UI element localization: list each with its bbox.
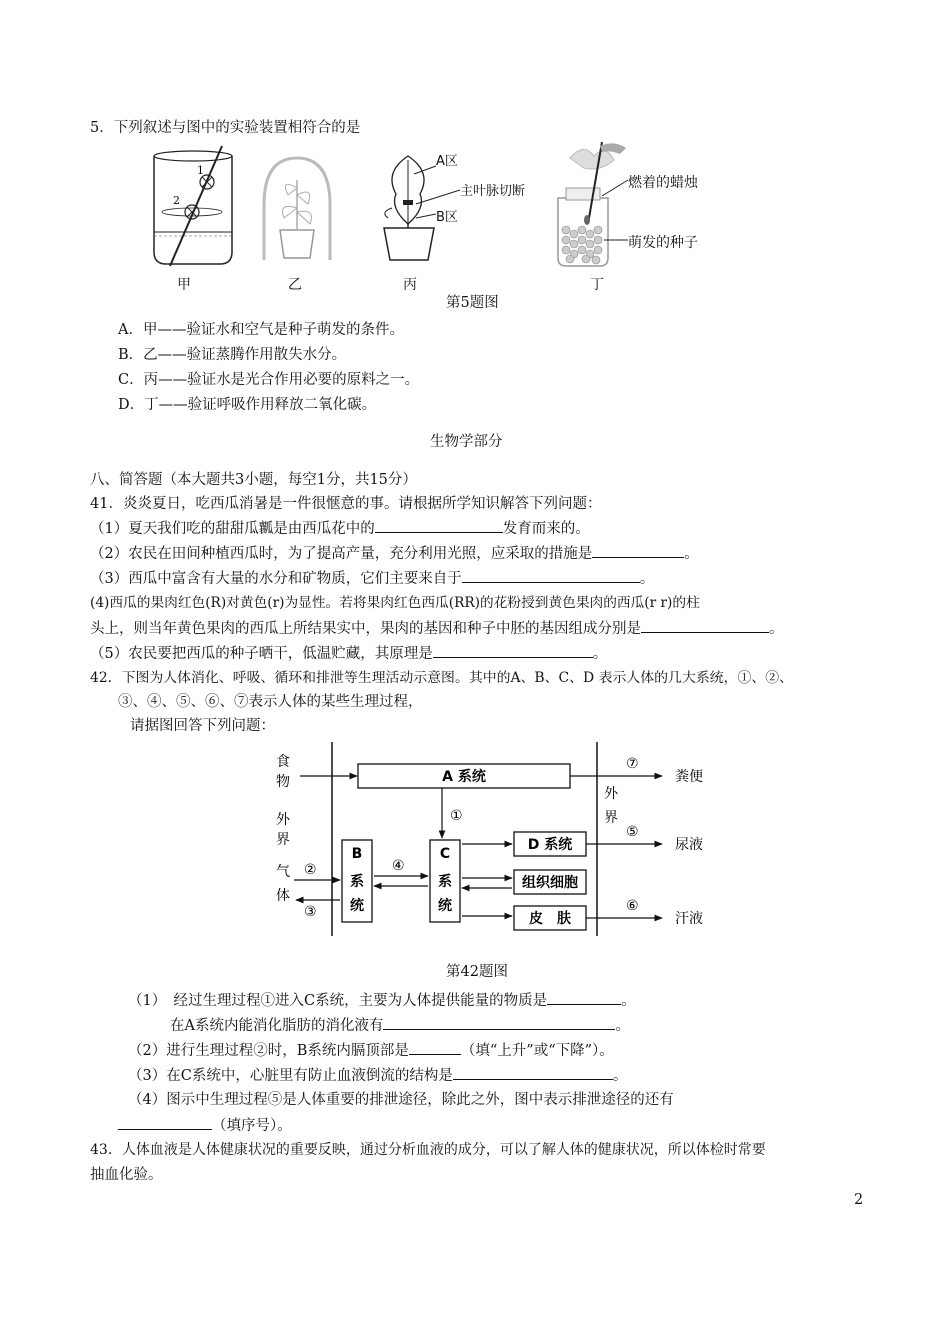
q41-part2 [90, 543, 699, 564]
q42-part3 [128, 1065, 627, 1086]
q42-stem-line2: ③、④、⑤、⑥、⑦表示人体的某些生理过程， [118, 694, 423, 710]
q42-part2-tail: （填“上升”或“下降”）。 [460, 1043, 614, 1059]
skin-box: 皮 肤 [529, 911, 571, 927]
q42-part3-answer[interactable] [453, 1065, 613, 1080]
diagram-n4: ④ [392, 858, 405, 874]
q41-part5-text: （5）农民要把西瓜的种子晒干，低温贮藏，其原理是 [90, 646, 433, 662]
q43-line2: 抽血化验。 [90, 1167, 163, 1183]
q42-part4-line1: （4）图示中生理过程⑤是人体重要的排泄途径，除此之外，图中表示排泄途径的还有 [128, 1092, 674, 1108]
q41-part3-tail: 。 [639, 571, 655, 587]
q5-option-a: A．甲——验证水和空气是种子萌发的条件。 [118, 322, 404, 338]
q41-part4-line2 [90, 618, 784, 639]
leaf-label-a: A区 [436, 154, 458, 169]
physiology-diagram [270, 740, 730, 940]
seeds-label: 萌发的种子 [628, 235, 698, 251]
q41-part2-tail: 。 [684, 546, 699, 562]
q42-part1-sub-answer[interactable] [383, 1015, 615, 1030]
q42-part1-sub-tail: 。 [615, 1018, 630, 1034]
candle-label: 燃着的蜡烛 [628, 175, 698, 191]
diagram-n2: ② [304, 862, 317, 878]
q41-part5 [90, 643, 607, 664]
d-system-box: D 系统 [527, 837, 573, 853]
q42-part3-text: （3）在C系统中，心脏里有防止血液倒流的结构是 [128, 1068, 453, 1084]
q41-part5-tail: 。 [592, 646, 608, 662]
q42-part3-tail: 。 [612, 1068, 628, 1084]
leaf-label-b: B区 [436, 210, 458, 225]
section-8-heading: 八、简答题（本大题共3小题，每空1分，共15分） [90, 472, 417, 488]
diagram-outside-right-1: 外 [604, 786, 618, 802]
bell-jar-figure [250, 150, 345, 270]
q41-part5-answer[interactable] [433, 643, 593, 658]
q41-part1-answer[interactable] [375, 518, 503, 533]
diagram-n1: ① [450, 808, 463, 824]
diagram-n7: ⑦ [626, 756, 639, 772]
diagram-food-1: 食 [276, 754, 290, 770]
q42-part4-line2 [118, 1115, 292, 1136]
figure-label-jia: 甲 [177, 277, 191, 293]
q41-part3-answer[interactable] [462, 568, 640, 583]
diagram-outside-left-2: 界 [276, 832, 290, 848]
q41-stem: 41．炎炎夏日，吃西瓜消暑是一件很惬意的事。请根据所学知识解答下列问题： [90, 496, 602, 512]
leaf-label-main-vein: 主叶脉切断 [460, 184, 526, 199]
diagram-n3: ③ [304, 904, 317, 920]
tissue-cells-box: 组织细胞 [522, 875, 578, 891]
diagram-gas-2: 体 [276, 888, 290, 904]
q42-part4-tail: （填序号）。 [212, 1118, 292, 1134]
b-system-char1: 系 [350, 874, 364, 890]
q42-part4-answer[interactable] [118, 1115, 212, 1130]
b-system-letter: B [351, 846, 363, 862]
q41-part1-text: （1）夏天我们吃的甜甜瓜瓤是由西瓜花中的 [90, 521, 375, 537]
diagram-n5: ⑤ [626, 824, 639, 840]
q41-part4-line1: (4)西瓜的果肉红色(R)对黄色(r)为显性。若将果肉红色西瓜(RR)的花粉授到黄色果肉的西瓜(r r)的柱 [90, 595, 700, 611]
beaker-mark-1: 1 [197, 164, 204, 177]
q41-part3-text: （3）西瓜中富含有大量的水分和矿物质，它们主要来自于 [90, 571, 462, 587]
q42-part1 [128, 990, 636, 1011]
q5-stem: 5．下列叙述与图中的实验装置相符合的是 [90, 120, 361, 136]
q5-caption: 第5题图 [446, 295, 499, 311]
q5-option-c: C．丙——验证水是光合作用必要的原料之一。 [118, 372, 420, 388]
section-title: 生物学部分 [430, 434, 503, 450]
q43-line1: 43．人体血液是人体健康状况的重要反映，通过分析血液的成分，可以了解人体的健康状况，所以体检时常要 [90, 1142, 766, 1158]
figure-label-ding: 丁 [590, 277, 604, 293]
beaker-figure [140, 142, 240, 270]
q41-part2-text: （2）农民在田间种植西瓜时，为了提高产量，充分利用光照，应采取的措施是 [90, 546, 593, 562]
q42-part2 [128, 1040, 614, 1061]
q42-part1-sub-text: 在A系统内能消化脂肪的消化液有 [170, 1018, 384, 1034]
diagram-urine: 尿液 [675, 837, 703, 853]
diagram-sweat: 汗液 [675, 911, 703, 927]
seed-jar-pointer-lines [600, 170, 630, 250]
c-system-letter: C [439, 846, 451, 862]
leaf-pointer-lines [412, 160, 462, 220]
q42-part1-tail: 。 [621, 993, 636, 1009]
q41-part4-answer[interactable] [641, 618, 769, 633]
q41-part4-tail: 。 [769, 621, 784, 637]
beaker-mark-2: 2 [173, 194, 180, 207]
diagram-feces: 粪便 [675, 769, 703, 785]
diagram-outside-right-2: 界 [604, 810, 618, 826]
q42-caption: 第42题图 [446, 964, 508, 980]
c-system-char2: 统 [438, 898, 452, 914]
q42-part2-answer[interactable] [409, 1040, 461, 1055]
a-system-box: A 系统 [442, 769, 486, 785]
q42-part1-text: （1） 经过生理过程①进入C系统，主要为人体提供能量的物质是 [128, 993, 548, 1009]
q41-part4-text: 头上，则当年黄色果肉的西瓜上所结果实中，果肉的基因和种子中胚的基因组成分别是 [90, 621, 641, 637]
q5-option-d: D．丁——验证呼吸作用释放二氧化碳。 [118, 397, 377, 413]
q41-part1 [90, 518, 590, 539]
q42-stem-line1: 42．下图为人体消化、呼吸、循环和排泄等生理活动示意图。其中的A、B、C、D 表示人体的几大系统，①、②、 [90, 670, 794, 686]
q42-part1-sub [170, 1015, 630, 1036]
diagram-outside-left-1: 外 [276, 812, 290, 828]
q41-part3 [90, 568, 654, 589]
page-number: 2 [854, 1192, 864, 1208]
q41-part2-answer[interactable] [592, 543, 684, 558]
q42-part1-answer[interactable] [547, 990, 621, 1005]
diagram-gas-1: 气 [276, 864, 290, 880]
diagram-food-2: 物 [276, 774, 290, 790]
b-system-char2: 统 [350, 898, 364, 914]
diagram-n6: ⑥ [626, 898, 639, 914]
c-system-char1: 系 [438, 874, 452, 890]
figure-label-bing: 丙 [403, 277, 417, 293]
figure-label-yi: 乙 [288, 277, 302, 293]
q41-part1-tail: 发育而来的。 [502, 521, 590, 537]
q5-option-b: B．乙——验证蒸腾作用散失水分。 [118, 347, 347, 363]
q42-stem-line3: 请据图回答下列问题： [130, 718, 275, 734]
q42-part2-text: （2）进行生理过程②时，B系统内膈顶部是 [128, 1043, 409, 1059]
